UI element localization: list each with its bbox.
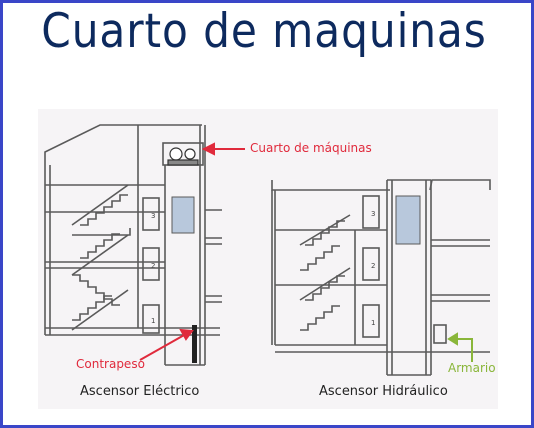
cabinet-arrowhead: [449, 334, 457, 344]
cabinet-label: Armario: [448, 361, 496, 375]
floor-number: 2: [371, 262, 376, 270]
hydraulic-car: [396, 196, 420, 244]
slide-title: Cuarto de maquinas: [41, 4, 487, 59]
floor-number: 2: [151, 262, 156, 270]
hydraulic-caption: Ascensor Hidráulico: [319, 384, 448, 399]
hydraulic-building: [272, 180, 490, 375]
counterweight-label: Contrapeso: [76, 357, 145, 371]
counterweight-arrowhead: [181, 330, 192, 339]
machine-room-label: Cuarto de máquinas: [250, 141, 372, 155]
floor-number: 1: [371, 319, 376, 327]
counterweight-arrow: [140, 334, 186, 360]
electric-car: [172, 197, 194, 233]
electric-caption: Ascensor Eléctrico: [80, 384, 200, 399]
floor-number: 1: [151, 317, 156, 325]
floor-number: 3: [371, 210, 376, 218]
floor-number: 3: [151, 212, 156, 220]
machine-unit: [168, 148, 198, 165]
